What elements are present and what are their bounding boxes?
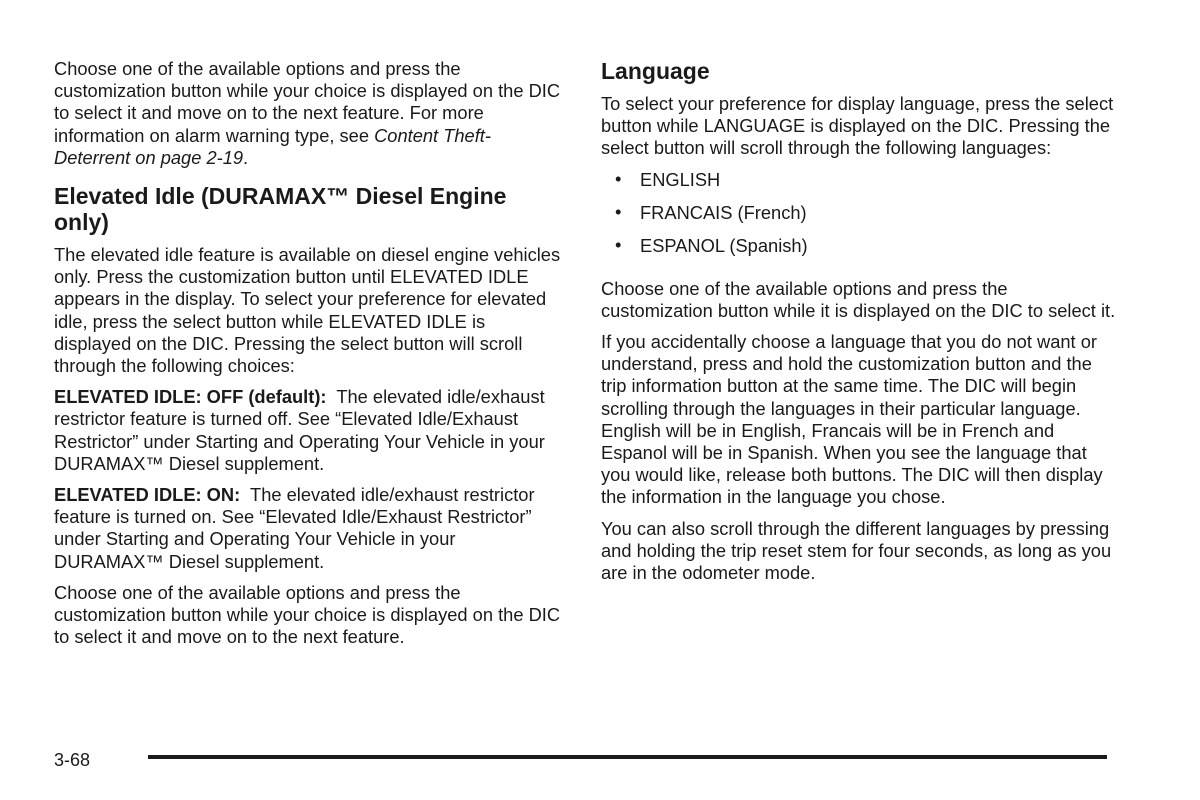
language-reset-paragraph: If you accidentally choose a language that you do not want or understand, press and hold the customization button and the trip information button at the same time. The DIC will begin scrolling through the languages in their particular language. English will be in English, Francais will be in French and Espanol will be in Spanish. When you see the language that you would like, release both buttons. The DIC will then display the information in the language you chose. bbox=[601, 331, 1103, 508]
intro-text: Choose one of the available options and press the customization button while your choice is displayed on the DIC to select it and move on to the next feature. For more information on alarm warning type, see bbox=[54, 58, 561, 146]
language-description: To select your preference for display language, press the select button while LANGUAGE is displayed on the DIC. Pressing the select button will scroll through the following languages: bbox=[601, 93, 1114, 159]
closing-paragraph: Choose one of the available options and press the customization button while your choice is displayed on the DIC to select it and move on to the next feature. bbox=[54, 581, 561, 648]
option-off-paragraph bbox=[54, 386, 566, 475]
language-select-paragraph: Choose one of the available options and press the customization button while it is displayed on the DIC to select it. bbox=[601, 277, 1116, 321]
right-column bbox=[601, 58, 1121, 593]
list-item bbox=[601, 235, 1121, 268]
language-english: ENGLISH bbox=[640, 168, 721, 190]
elevated-idle-heading: Elevated Idle (DURAMAX™ Diesel Engine only) bbox=[54, 183, 507, 236]
list-item bbox=[601, 169, 1121, 202]
footer-rule bbox=[148, 755, 1107, 759]
intro-paragraph bbox=[54, 58, 566, 169]
option-off-text: The elevated idle/exhaust restrictor feature is turned off. See “Elevated Idle/Exhaust Restrictor” under Starting and Operating Your Vehicle in your DURAMAX™ Diesel supplement. bbox=[54, 386, 545, 474]
left-column bbox=[54, 58, 566, 657]
cross-reference: Content Theft-Deterrent on page 2-19 bbox=[54, 124, 491, 168]
list-item bbox=[601, 202, 1121, 235]
option-on-paragraph bbox=[54, 484, 566, 573]
intro-end: . bbox=[243, 146, 249, 168]
bullet-icon: • bbox=[615, 233, 622, 255]
language-list bbox=[601, 169, 1121, 268]
option-on-label: ELEVATED IDLE: ON: bbox=[54, 484, 241, 506]
bullet-icon: • bbox=[615, 200, 622, 222]
option-on-text: The elevated idle/exhaust restrictor feature is turned on. See “Elevated Idle/Exhaust Restrictor” under Starting and Operating Your Vehicle in your DURAMAX™ Diesel supplement. bbox=[54, 484, 535, 572]
elevated-idle-description: The elevated idle feature is available on diesel engine vehicles only. Press the customization button until ELEVATED IDLE appears in the display. To select your preference for elevated idle, press the select button while ELEVATED IDLE is displayed on the DIC. Pressing the select button will scroll through the following choices: bbox=[54, 244, 561, 377]
page-number: 3-68 bbox=[54, 750, 91, 770]
language-french: FRANCAIS (French) bbox=[640, 201, 807, 223]
bullet-icon: • bbox=[615, 167, 622, 189]
language-spanish: ESPANOL (Spanish) bbox=[640, 234, 808, 256]
language-scroll-paragraph: You can also scroll through the different languages by pressing and holding the trip reset stem for four seconds, as long as you are in the odometer mode. bbox=[601, 517, 1112, 584]
option-off-label: ELEVATED IDLE: OFF (default): bbox=[54, 386, 327, 408]
language-heading: Language bbox=[601, 58, 710, 84]
